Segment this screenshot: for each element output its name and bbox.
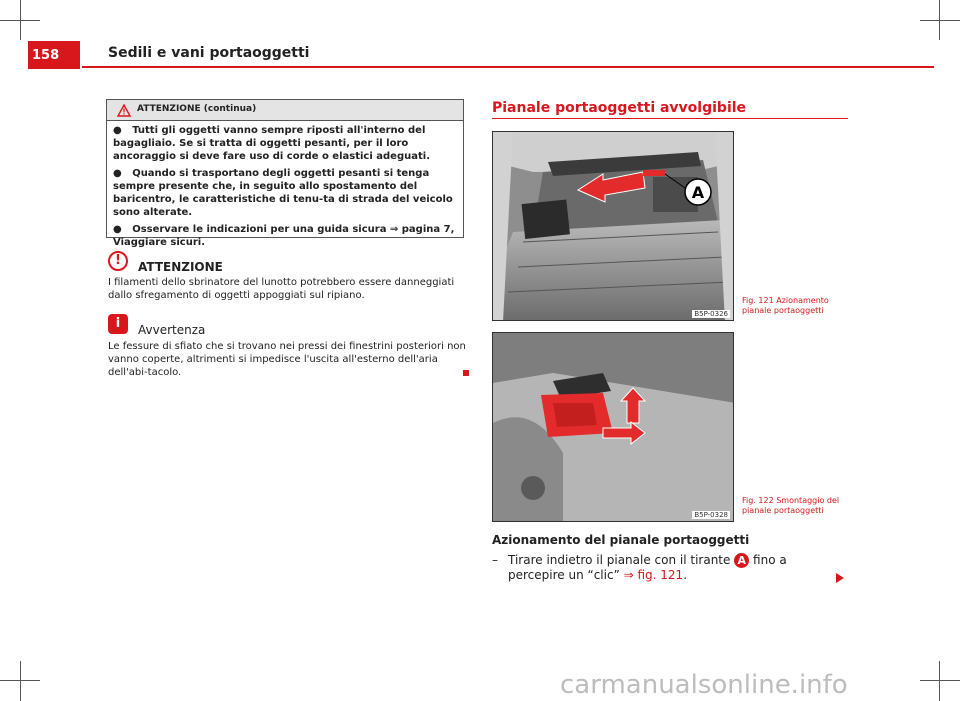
figure-121 <box>492 131 734 321</box>
warning-triangle-icon <box>117 102 131 121</box>
bullet: ● <box>113 168 122 179</box>
figure-code: B5P-0326 <box>694 310 728 318</box>
warning-box-body <box>107 121 463 249</box>
page-number: 158 <box>28 41 80 69</box>
warning-item <box>113 124 457 163</box>
warning-item <box>113 223 457 249</box>
step-dash: – <box>492 553 498 567</box>
warning-item-text: Osservare le indicazioni per una guida sicura ⇒ pagina 7, Viaggiare sicuri. <box>113 224 455 248</box>
figure-121-caption: Fig. 121 Azionamento pianale portaoggetti <box>742 296 829 315</box>
warning-box-header <box>107 100 463 121</box>
svg-text:A: A <box>691 183 705 202</box>
crop-mark <box>0 680 40 681</box>
note-body: Le fessure di sfiato che si trovano nei pressi dei finestrini posteriori non vanno coperte, altrimenti si impedisce l'uscita all'esterno dell'aria dell'abi-tacolo. <box>108 341 466 378</box>
cover-removal-illustration <box>493 333 734 522</box>
instruction-step <box>492 553 832 583</box>
section-rule <box>492 118 848 119</box>
warning-box <box>106 99 464 248</box>
watermark: carmanualsonline.info <box>560 670 848 700</box>
warning-item-text: Tutti gli oggetti vanno sempre riposti all'interno del bagagliaio. Se si tratta di oggetti pesanti, per il loro ancoraggio si deve fare uso di corde o elastici adeguati. <box>113 125 430 162</box>
bullet: ● <box>113 224 122 235</box>
exclamation-glyph: ! <box>115 253 121 268</box>
section-title: Pianale portaoggetti avvolgibile <box>492 100 747 116</box>
caution-body: I filamenti dello sbrinatore del lunotto potrebbero essere danneggiati dallo sfregamento di oggetti appoggiati sul ripiano. <box>108 277 455 301</box>
step-text-part: Tirare indietro il pianale con il tirante <box>508 553 735 567</box>
step-text-part: . <box>683 568 688 582</box>
exclamation-circle-icon <box>108 251 128 271</box>
crop-mark <box>20 661 21 701</box>
step-text <box>508 553 832 583</box>
figure-122-caption: Fig. 122 Smontaggio del pianale portaoggetti <box>742 496 840 515</box>
crop-mark <box>920 20 960 21</box>
info-note-icon <box>108 314 128 334</box>
figure-code: B5P-0328 <box>694 511 728 519</box>
next-page-arrow-icon <box>836 573 844 583</box>
trunk-cover-illustration <box>493 132 734 321</box>
note-title: Avvertenza <box>138 323 206 337</box>
crop-mark <box>0 20 40 21</box>
crop-mark <box>920 680 960 681</box>
warning-item <box>113 167 457 219</box>
label-a-badge: A <box>734 553 749 568</box>
bullet: ● <box>113 125 122 136</box>
caution-title: ATTENZIONE <box>138 260 223 274</box>
header-rule <box>82 66 934 68</box>
figure-122 <box>492 332 734 522</box>
info-glyph: i <box>115 316 121 331</box>
warning-item-text: Quando si trasportano degli oggetti pesanti si tenga sempre presente che, in seguito allo spostamento del baricentro, le caratteristiche di tenu-ta di strada del veicolo sono alterate. <box>113 168 453 218</box>
warning-box-title: ATTENZIONE (continua) <box>137 104 257 114</box>
instructions-subtitle: Azionamento del pianale portaoggetti <box>492 533 750 547</box>
header-section-title: Sedili e vani portaoggetti <box>108 45 310 61</box>
end-of-section-mark <box>463 370 469 376</box>
crop-mark <box>939 661 940 701</box>
step-text-part: fino a percepire un “clic” <box>508 553 787 582</box>
figure-reference-link[interactable]: ⇒ fig. 121 <box>623 568 684 582</box>
